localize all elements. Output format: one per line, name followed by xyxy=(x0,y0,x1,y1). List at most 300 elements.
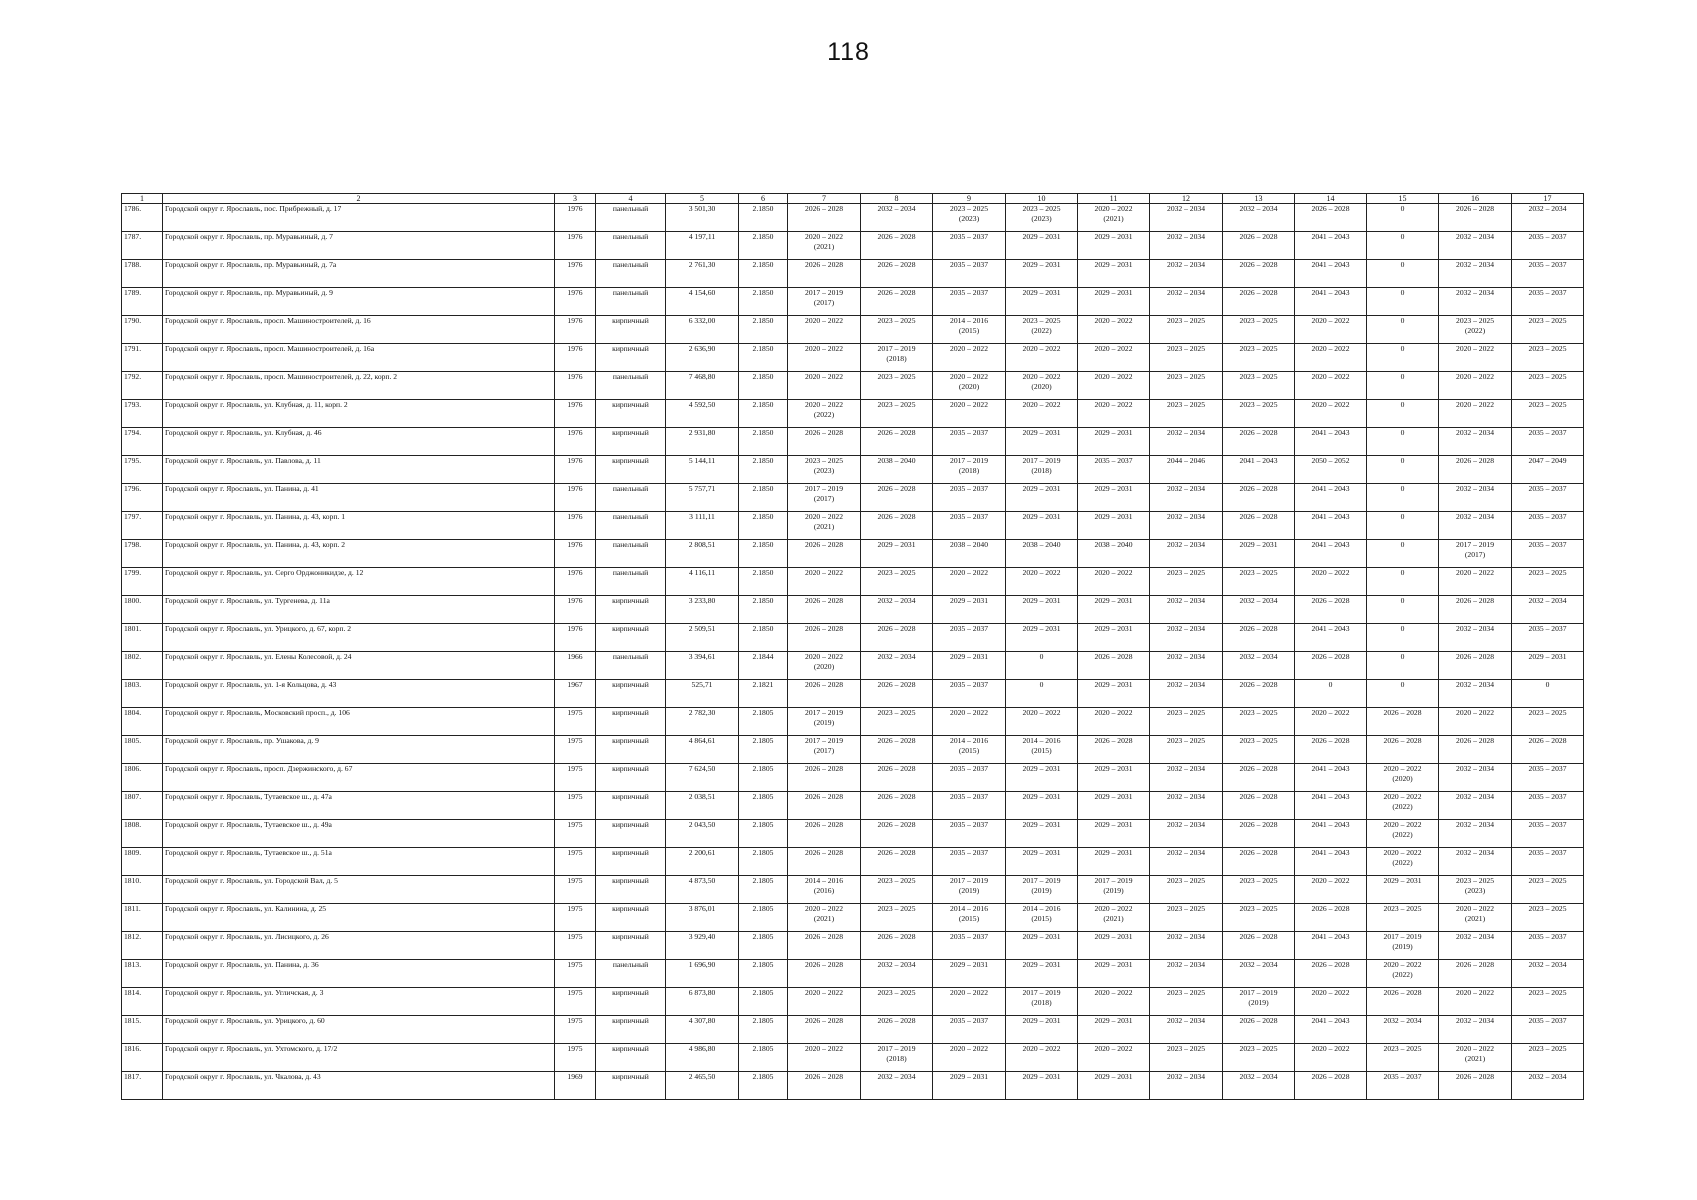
row-number: 1804. xyxy=(122,708,163,736)
table-row xyxy=(122,1072,1584,1100)
table-cell: 0 xyxy=(1006,652,1078,680)
table-cell: 2020 – 2022 xyxy=(1439,988,1512,1016)
table-cell: 2.1850 xyxy=(739,344,788,372)
table-cell: 2032 – 2034 xyxy=(1439,764,1512,792)
table-row xyxy=(122,288,1584,316)
table-cell: 2035 – 2037 xyxy=(1512,428,1584,456)
table-cell: 2032 – 2034 xyxy=(1439,232,1512,260)
table-cell: 2023 – 2025 xyxy=(1512,904,1584,932)
table-cell: кирпичный xyxy=(596,456,666,484)
table-cell: 0 xyxy=(1367,624,1439,652)
table-cell: 2032 – 2034 xyxy=(1512,960,1584,988)
table-row xyxy=(122,204,1584,232)
table-cell: 2032 – 2034 xyxy=(1150,652,1223,680)
table-cell: 2.1805 xyxy=(739,708,788,736)
address-cell: Городской округ г. Ярославль, Тутаевское ш., д. 49а xyxy=(163,820,555,848)
table-cell: 2.1805 xyxy=(739,1072,788,1100)
table-cell: 2032 – 2034 xyxy=(1150,232,1223,260)
table-cell: 2035 – 2037 xyxy=(1367,1072,1439,1100)
table-cell: 2023 – 2025 xyxy=(1512,316,1584,344)
table-cell: 2023 – 2025 xyxy=(861,708,933,736)
table-cell: 2023 – 2025 xyxy=(861,316,933,344)
table-cell: 2032 – 2034 xyxy=(861,1072,933,1100)
table-row xyxy=(122,596,1584,624)
table-cell: 1976 xyxy=(555,288,596,316)
table-cell: 2026 – 2028 xyxy=(788,932,861,960)
table-cell: 2029 – 2031 xyxy=(1006,624,1078,652)
table-row xyxy=(122,1016,1584,1044)
table-cell: 2032 – 2034 xyxy=(1439,848,1512,876)
table-cell: 2023 – 2025 (2023) xyxy=(933,204,1006,232)
table-cell: 2020 – 2022 xyxy=(933,708,1006,736)
table-cell: кирпичный xyxy=(596,848,666,876)
table-cell: 1976 xyxy=(555,204,596,232)
table-cell: панельный xyxy=(596,960,666,988)
table-cell: 2020 – 2022 (2020) xyxy=(1367,764,1439,792)
address-cell: Городской округ г. Ярославль, ул. Клубная, д. 11, корп. 2 xyxy=(163,400,555,428)
table-cell: 2026 – 2028 xyxy=(1223,428,1295,456)
table-cell: 0 xyxy=(1367,204,1439,232)
table-cell: 3 929,40 xyxy=(666,932,739,960)
table-cell: 0 xyxy=(1367,484,1439,512)
table-cell: 2020 – 2022 xyxy=(1295,568,1367,596)
table-cell: 2035 – 2037 xyxy=(1512,764,1584,792)
table-cell: 1975 xyxy=(555,988,596,1016)
table-cell: кирпичный xyxy=(596,1016,666,1044)
table-cell: 2026 – 2028 xyxy=(1439,736,1512,764)
table-cell: панельный xyxy=(596,484,666,512)
table-cell: 2020 – 2022 xyxy=(788,344,861,372)
table-cell: 2.1850 xyxy=(739,540,788,568)
table-cell: 2017 – 2019 (2018) xyxy=(1006,988,1078,1016)
table-cell: 2047 – 2049 xyxy=(1512,456,1584,484)
table-row xyxy=(122,456,1584,484)
table-cell: 2020 – 2022 xyxy=(1295,708,1367,736)
table-cell: 2029 – 2031 xyxy=(1006,1072,1078,1100)
table-cell: 2029 – 2031 xyxy=(1078,1016,1150,1044)
table-cell: 2035 – 2037 xyxy=(933,848,1006,876)
address-cell: Городской округ г. Ярославль, пр. Ушакова, д. 9 xyxy=(163,736,555,764)
table-cell: 2023 – 2025 xyxy=(1512,344,1584,372)
table-cell: 3 876,01 xyxy=(666,904,739,932)
table-cell: 2020 – 2022 xyxy=(1078,316,1150,344)
table-cell: 2023 – 2025 xyxy=(1223,904,1295,932)
table-cell: 2 636,90 xyxy=(666,344,739,372)
table-cell: 2020 – 2022 xyxy=(1295,400,1367,428)
table-cell: 2038 – 2040 xyxy=(933,540,1006,568)
table-cell: 2014 – 2016 (2015) xyxy=(933,316,1006,344)
table-row xyxy=(122,680,1584,708)
table-cell: 2029 – 2031 xyxy=(1078,232,1150,260)
table-cell: 2035 – 2037 xyxy=(933,484,1006,512)
table-cell: 2032 – 2034 xyxy=(1439,820,1512,848)
table-cell: 2032 – 2034 xyxy=(1150,820,1223,848)
table-cell: 2029 – 2031 xyxy=(1078,512,1150,540)
table-cell: 1976 xyxy=(555,512,596,540)
row-number: 1793. xyxy=(122,400,163,428)
table-cell: 2023 – 2025 xyxy=(1150,1044,1223,1072)
table-cell: 2020 – 2022 (2021) xyxy=(1439,1044,1512,1072)
table-cell: 2023 – 2025 xyxy=(861,372,933,400)
table-cell: 2020 – 2022 (2020) xyxy=(1006,372,1078,400)
table-cell: 2029 – 2031 xyxy=(1078,596,1150,624)
table-cell: 2020 – 2022 xyxy=(788,372,861,400)
table-cell: 2026 – 2028 xyxy=(1223,820,1295,848)
table-row xyxy=(122,232,1584,260)
table-cell: 2035 – 2037 xyxy=(933,288,1006,316)
table-cell: кирпичный xyxy=(596,736,666,764)
table-cell: 2032 – 2034 xyxy=(1439,1016,1512,1044)
table-cell: 1976 xyxy=(555,344,596,372)
table-cell: 2023 – 2025 (2022) xyxy=(1439,316,1512,344)
table-cell: 2023 – 2025 xyxy=(861,876,933,904)
table-cell: 2026 – 2028 xyxy=(1078,736,1150,764)
table-cell: 2017 – 2019 (2018) xyxy=(933,456,1006,484)
table-cell: 2023 – 2025 xyxy=(861,904,933,932)
table-cell: 0 xyxy=(1367,372,1439,400)
table-cell: 2.1805 xyxy=(739,792,788,820)
table-cell: 2020 – 2022 xyxy=(1078,988,1150,1016)
table-cell: 2026 – 2028 xyxy=(788,204,861,232)
table-cell: 2.1805 xyxy=(739,876,788,904)
table-cell: 2.1844 xyxy=(739,652,788,680)
address-cell: Городской округ г. Ярославль, ул. Калинина, д. 25 xyxy=(163,904,555,932)
table-cell: 2029 – 2031 xyxy=(1078,484,1150,512)
table-cell: 2029 – 2031 xyxy=(1078,1072,1150,1100)
table-cell: 2.1850 xyxy=(739,596,788,624)
table-cell: 2.1850 xyxy=(739,484,788,512)
table-cell: 1975 xyxy=(555,932,596,960)
table-cell: 2041 – 2043 xyxy=(1295,512,1367,540)
table-cell: 2.1850 xyxy=(739,316,788,344)
table-cell: 2023 – 2025 xyxy=(1150,568,1223,596)
column-header: 6 xyxy=(739,194,788,204)
table-cell: 2032 – 2034 xyxy=(1150,792,1223,820)
table-cell: панельный xyxy=(596,372,666,400)
table-cell: 7 624,50 xyxy=(666,764,739,792)
table-row xyxy=(122,428,1584,456)
table-cell: 2026 – 2028 xyxy=(788,764,861,792)
table-cell: 2023 – 2025 (2023) xyxy=(788,456,861,484)
table-cell: 2020 – 2022 (2021) xyxy=(1078,204,1150,232)
table-cell: 2035 – 2037 xyxy=(933,428,1006,456)
row-number: 1801. xyxy=(122,624,163,652)
table-cell: 2035 – 2037 xyxy=(933,932,1006,960)
data-table xyxy=(121,193,1584,1100)
table-cell: 2029 – 2031 xyxy=(933,1072,1006,1100)
table-cell: кирпичный xyxy=(596,904,666,932)
table-cell: 2032 – 2034 xyxy=(1512,1072,1584,1100)
table-cell: 2017 – 2019 (2019) xyxy=(1223,988,1295,1016)
address-cell: Городской округ г. Ярославль, ул. Панина, д. 41 xyxy=(163,484,555,512)
table-cell: 2020 – 2022 xyxy=(1006,1044,1078,1072)
table-cell: 2026 – 2028 xyxy=(1223,624,1295,652)
table-cell: 2041 – 2043 xyxy=(1295,484,1367,512)
table-row xyxy=(122,316,1584,344)
table-cell: 2029 – 2031 xyxy=(933,960,1006,988)
table-cell: 2035 – 2037 xyxy=(933,1016,1006,1044)
table-cell: 2020 – 2022 (2022) xyxy=(1367,848,1439,876)
header-row xyxy=(122,194,1584,204)
table-cell: 2014 – 2016 (2016) xyxy=(788,876,861,904)
table-cell: 2020 – 2022 xyxy=(1439,372,1512,400)
table-cell: 2029 – 2031 xyxy=(1006,596,1078,624)
table-cell: 2029 – 2031 xyxy=(933,652,1006,680)
table-cell: 2032 – 2034 xyxy=(1150,204,1223,232)
table-cell: 2020 – 2022 xyxy=(788,316,861,344)
table-cell: 0 xyxy=(1367,456,1439,484)
table-cell: 2020 – 2022 xyxy=(933,1044,1006,1072)
table-cell: 2023 – 2025 (2022) xyxy=(1006,316,1078,344)
table-cell: 2032 – 2034 xyxy=(1439,932,1512,960)
table-cell: 2041 – 2043 xyxy=(1295,232,1367,260)
table-cell: 2026 – 2028 xyxy=(1295,652,1367,680)
table-cell: 2035 – 2037 xyxy=(1512,484,1584,512)
column-header: 3 xyxy=(555,194,596,204)
table-cell: 2035 – 2037 xyxy=(1512,260,1584,288)
table-cell: 1975 xyxy=(555,764,596,792)
table-cell: 2029 – 2031 xyxy=(1006,764,1078,792)
table-cell: 2020 – 2022 xyxy=(1295,988,1367,1016)
address-cell: Городской округ г. Ярославль, просп. Машиностроителей, д. 22, корп. 2 xyxy=(163,372,555,400)
table-cell: 1975 xyxy=(555,792,596,820)
table-cell: 2035 – 2037 xyxy=(1512,512,1584,540)
table-cell: 2026 – 2028 xyxy=(861,680,933,708)
column-header: 11 xyxy=(1078,194,1150,204)
table-cell: 0 xyxy=(1367,428,1439,456)
table-cell: 2041 – 2043 xyxy=(1295,624,1367,652)
table-cell: 2020 – 2022 xyxy=(933,344,1006,372)
table-cell: 2 200,61 xyxy=(666,848,739,876)
table-cell: 2026 – 2028 xyxy=(861,792,933,820)
table-cell: 4 592,50 xyxy=(666,400,739,428)
table-cell: 2026 – 2028 xyxy=(1223,932,1295,960)
row-number: 1810. xyxy=(122,876,163,904)
table-cell: 2.1805 xyxy=(739,764,788,792)
table-cell: 2026 – 2028 xyxy=(1439,652,1512,680)
table-cell: 2026 – 2028 xyxy=(861,260,933,288)
table-cell: 2023 – 2025 xyxy=(1223,876,1295,904)
column-header: 8 xyxy=(861,194,933,204)
row-number: 1815. xyxy=(122,1016,163,1044)
table-cell: 2020 – 2022 xyxy=(1295,344,1367,372)
table-cell: 2029 – 2031 xyxy=(1006,960,1078,988)
column-header: 2 xyxy=(163,194,555,204)
table-cell: 2026 – 2028 xyxy=(1223,288,1295,316)
row-number: 1807. xyxy=(122,792,163,820)
address-cell: Городской округ г. Ярославль, пр. Муравьиный, д. 7 xyxy=(163,232,555,260)
table-cell: 4 154,60 xyxy=(666,288,739,316)
row-number: 1796. xyxy=(122,484,163,512)
table-cell: 2023 – 2025 (2023) xyxy=(1006,204,1078,232)
table-cell: панельный xyxy=(596,204,666,232)
table-cell: 2032 – 2034 xyxy=(1150,540,1223,568)
row-number: 1787. xyxy=(122,232,163,260)
table-cell: 2014 – 2016 (2015) xyxy=(1006,736,1078,764)
table-cell: 1967 xyxy=(555,680,596,708)
table-cell: 0 xyxy=(1367,260,1439,288)
table-cell: 2026 – 2028 xyxy=(861,820,933,848)
table-row xyxy=(122,848,1584,876)
table-cell: кирпичный xyxy=(596,820,666,848)
table-cell: 2029 – 2031 xyxy=(1006,484,1078,512)
table-cell: 2017 – 2019 (2017) xyxy=(788,736,861,764)
table-cell: 2032 – 2034 xyxy=(1150,484,1223,512)
table-cell: 2 509,51 xyxy=(666,624,739,652)
table-cell: 2035 – 2037 xyxy=(933,764,1006,792)
table-cell: 2029 – 2031 xyxy=(933,596,1006,624)
table-cell: 2 761,30 xyxy=(666,260,739,288)
table-cell: 2026 – 2028 xyxy=(1223,512,1295,540)
table-cell: 1975 xyxy=(555,820,596,848)
table-cell: 2.1805 xyxy=(739,848,788,876)
table-cell: 1969 xyxy=(555,1072,596,1100)
table-cell: 1975 xyxy=(555,1016,596,1044)
table-cell: 2020 – 2022 xyxy=(1439,708,1512,736)
table-row xyxy=(122,260,1584,288)
table-cell: 4 116,11 xyxy=(666,568,739,596)
table-cell: 0 xyxy=(1367,680,1439,708)
table-cell: 2032 – 2034 xyxy=(1439,624,1512,652)
table-cell: 2032 – 2034 xyxy=(861,204,933,232)
table-cell: 2026 – 2028 xyxy=(1078,652,1150,680)
table-cell: 2020 – 2022 xyxy=(788,568,861,596)
table-cell: панельный xyxy=(596,568,666,596)
table-cell: 2032 – 2034 xyxy=(1150,624,1223,652)
row-number: 1802. xyxy=(122,652,163,680)
address-cell: Городской округ г. Ярославль, ул. Панина, д. 36 xyxy=(163,960,555,988)
table-cell: 2026 – 2028 xyxy=(861,428,933,456)
column-header: 12 xyxy=(1150,194,1223,204)
row-number: 1812. xyxy=(122,932,163,960)
table-cell: 2026 – 2028 xyxy=(1295,736,1367,764)
table-cell: 2029 – 2031 xyxy=(1006,820,1078,848)
table-cell: 4 197,11 xyxy=(666,232,739,260)
table-cell: 2041 – 2043 xyxy=(1295,260,1367,288)
table-cell: 4 864,61 xyxy=(666,736,739,764)
column-header: 17 xyxy=(1512,194,1584,204)
table-cell: 2035 – 2037 xyxy=(1512,932,1584,960)
table-cell: 2029 – 2031 xyxy=(1078,680,1150,708)
address-cell: Городской округ г. Ярославль, ул. Урицкого, д. 60 xyxy=(163,1016,555,1044)
table-cell: 1976 xyxy=(555,484,596,512)
table-cell: 2023 – 2025 xyxy=(1150,400,1223,428)
table-cell: 2026 – 2028 xyxy=(788,540,861,568)
table-cell: 2026 – 2028 xyxy=(1223,1016,1295,1044)
table-cell: 2044 – 2046 xyxy=(1150,456,1223,484)
table-cell: кирпичный xyxy=(596,400,666,428)
column-header: 15 xyxy=(1367,194,1439,204)
table-cell: 1975 xyxy=(555,848,596,876)
table-row xyxy=(122,568,1584,596)
table-cell: 2026 – 2028 xyxy=(1439,1072,1512,1100)
row-number: 1792. xyxy=(122,372,163,400)
table-cell: 2029 – 2031 xyxy=(1223,540,1295,568)
table-cell: 2026 – 2028 xyxy=(861,512,933,540)
table-cell: 2017 – 2019 (2017) xyxy=(788,288,861,316)
table-cell: 2026 – 2028 xyxy=(1223,680,1295,708)
table-cell: 2023 – 2025 xyxy=(1150,344,1223,372)
table-cell: 2023 – 2025 xyxy=(1223,736,1295,764)
table-cell: 6 873,80 xyxy=(666,988,739,1016)
column-header: 13 xyxy=(1223,194,1295,204)
table-row xyxy=(122,344,1584,372)
table-cell: 2029 – 2031 xyxy=(1006,232,1078,260)
table-cell: 2032 – 2034 xyxy=(1150,428,1223,456)
table-cell: 1976 xyxy=(555,316,596,344)
table-cell: 2023 – 2025 xyxy=(1150,316,1223,344)
table-cell: 2.1805 xyxy=(739,1044,788,1072)
table-cell: 2026 – 2028 xyxy=(788,792,861,820)
table-cell: 2026 – 2028 xyxy=(1295,904,1367,932)
table-cell: 2023 – 2025 xyxy=(1512,876,1584,904)
table-cell: 2017 – 2019 (2018) xyxy=(861,1044,933,1072)
table-cell: 2032 – 2034 xyxy=(1223,960,1295,988)
table-cell: 2020 – 2022 xyxy=(788,1044,861,1072)
row-number: 1789. xyxy=(122,288,163,316)
table-cell: 2032 – 2034 xyxy=(861,960,933,988)
table-cell: 2020 – 2022 (2022) xyxy=(788,400,861,428)
table-cell: 2023 – 2025 xyxy=(1223,708,1295,736)
table-cell: 2020 – 2022 xyxy=(1439,568,1512,596)
row-number: 1795. xyxy=(122,456,163,484)
table-cell: кирпичный xyxy=(596,1044,666,1072)
table-cell: 2026 – 2028 xyxy=(1295,1072,1367,1100)
table-cell: 2020 – 2022 xyxy=(1006,400,1078,428)
table-cell: панельный xyxy=(596,288,666,316)
table-cell: 2041 – 2043 xyxy=(1295,540,1367,568)
table-cell: 2026 – 2028 xyxy=(861,1016,933,1044)
table-cell: 2.1821 xyxy=(739,680,788,708)
table-cell: панельный xyxy=(596,260,666,288)
table-cell: 2.1805 xyxy=(739,1016,788,1044)
table-cell: 2026 – 2028 xyxy=(861,932,933,960)
table-cell: 0 xyxy=(1367,316,1439,344)
address-cell: Городской округ г. Ярославль, ул. Панина, д. 43, корп. 2 xyxy=(163,540,555,568)
table-cell: 2 931,80 xyxy=(666,428,739,456)
table-cell: 2035 – 2037 xyxy=(933,820,1006,848)
column-header: 16 xyxy=(1439,194,1512,204)
table-cell: 2041 – 2043 xyxy=(1295,792,1367,820)
table-cell: 2029 – 2031 xyxy=(1006,1016,1078,1044)
table-cell: панельный xyxy=(596,232,666,260)
table-cell: 2032 – 2034 xyxy=(861,596,933,624)
table-cell: 2014 – 2016 (2015) xyxy=(1006,904,1078,932)
table-cell: 2.1850 xyxy=(739,400,788,428)
table-cell: 2023 – 2025 xyxy=(861,400,933,428)
table-cell: 2050 – 2052 xyxy=(1295,456,1367,484)
column-header: 9 xyxy=(933,194,1006,204)
table-cell: 4 873,50 xyxy=(666,876,739,904)
table-cell: 2026 – 2028 xyxy=(788,1072,861,1100)
table-cell: 0 xyxy=(1367,652,1439,680)
table-cell: 1976 xyxy=(555,260,596,288)
table-cell: 0 xyxy=(1367,540,1439,568)
table-row xyxy=(122,960,1584,988)
table-cell: 2029 – 2031 xyxy=(1078,932,1150,960)
table-cell: 2023 – 2025 xyxy=(1512,400,1584,428)
table-cell: 2032 – 2034 xyxy=(1223,204,1295,232)
table-cell: 2032 – 2034 xyxy=(861,652,933,680)
address-cell: Городской округ г. Ярославль, ул. Угличская, д. 3 xyxy=(163,988,555,1016)
table-cell: 2026 – 2028 xyxy=(788,960,861,988)
table-cell: 0 xyxy=(1367,288,1439,316)
table-cell: 2023 – 2025 xyxy=(1367,904,1439,932)
table-cell: 2020 – 2022 (2021) xyxy=(788,512,861,540)
table-body xyxy=(122,194,1584,1100)
row-number: 1791. xyxy=(122,344,163,372)
table-cell: 0 xyxy=(1367,344,1439,372)
